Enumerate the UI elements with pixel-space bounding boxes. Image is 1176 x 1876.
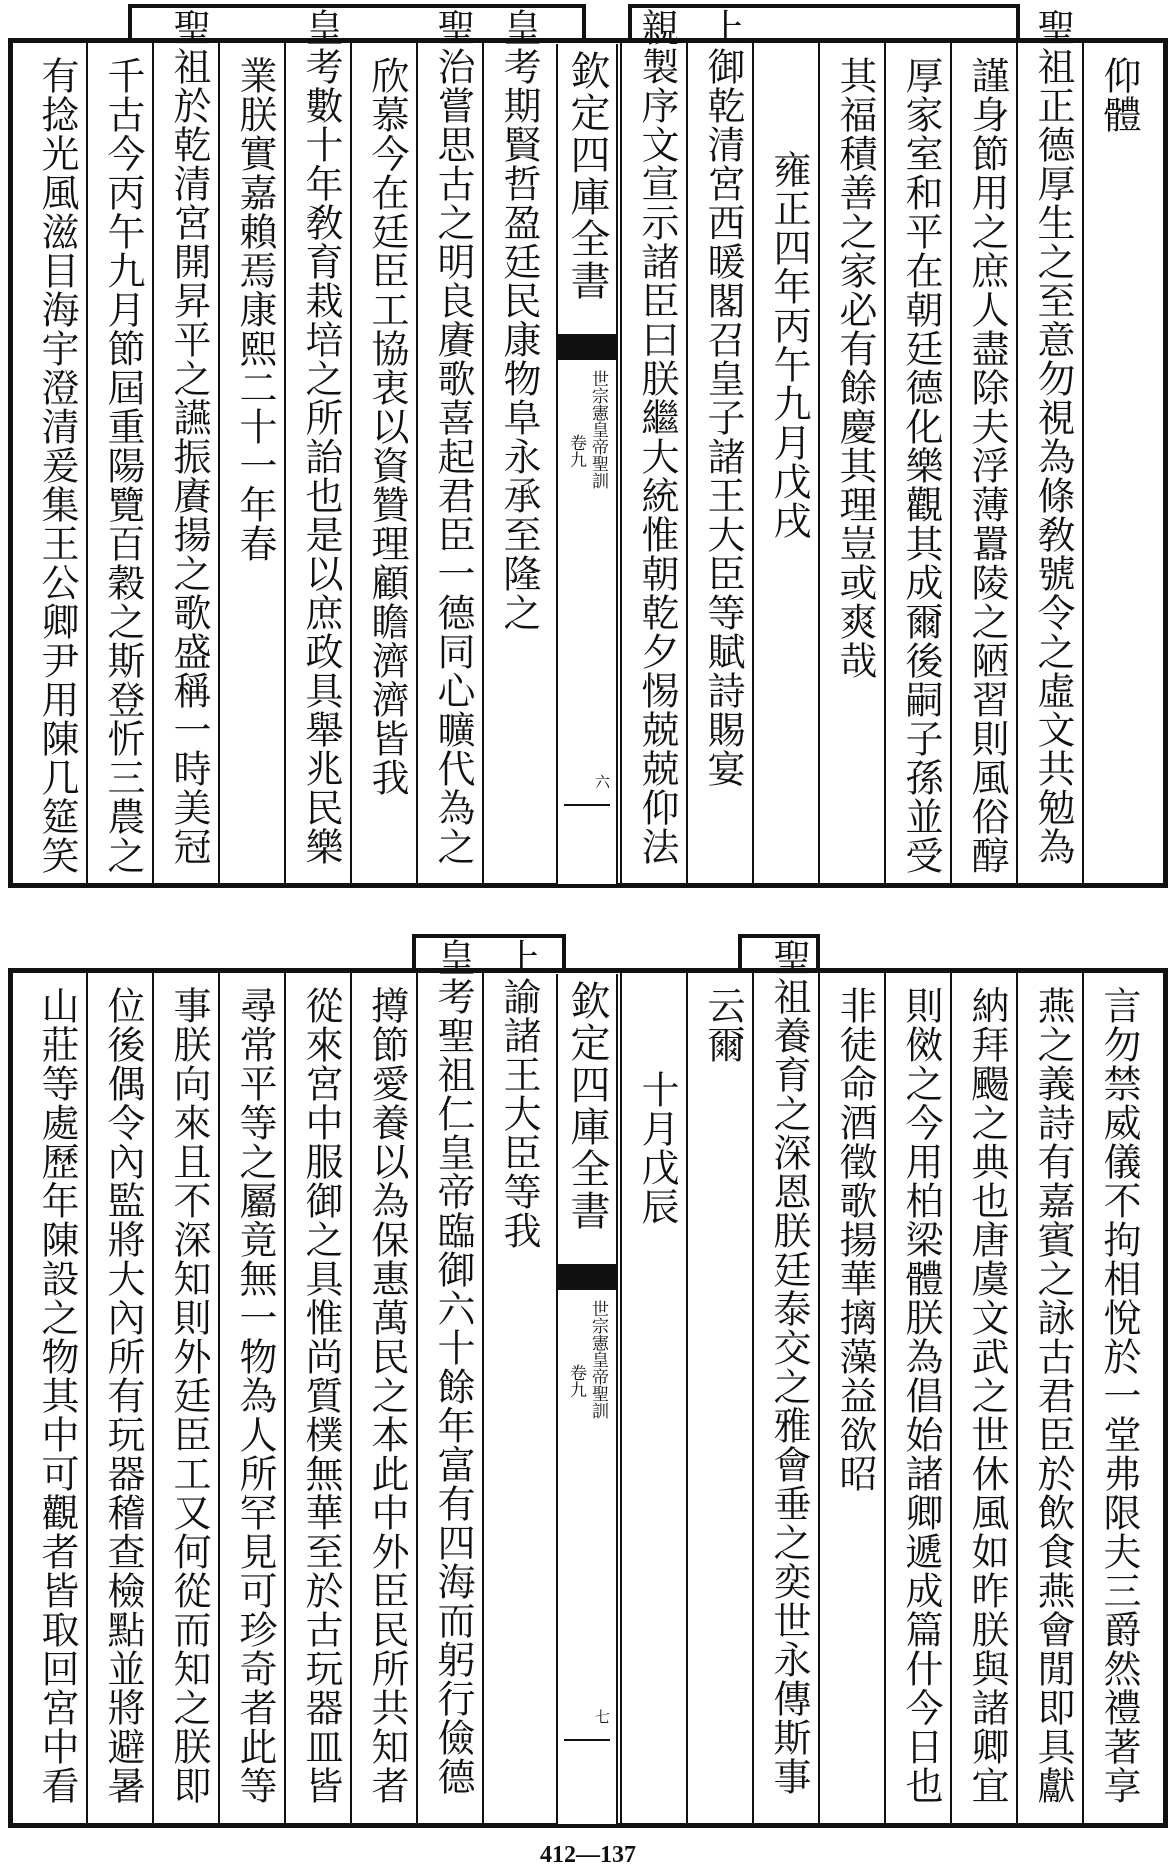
book-title: 欽定四庫全書 <box>564 980 610 1232</box>
text-column-16: 有捻光風滋目海宇澄清爰集王公卿尹用陳几筵笑 <box>35 56 79 875</box>
column-rule <box>482 972 484 1824</box>
reign-title: 世宗憲皇帝聖訓 <box>588 370 608 489</box>
text-column-14: 聖祖於乾清宮開昇平之讌振賡揚之歌盛稱一時美冠 <box>167 8 211 866</box>
column-rule <box>1082 42 1084 884</box>
column-rule <box>218 972 220 1824</box>
text-column-14: 事朕向來且不深知則外廷臣工又何從而知之朕即 <box>167 986 211 1805</box>
text-column-5: 其福積善之家必有餘慶其理豈或爽哉 <box>833 56 877 680</box>
column-rule <box>752 972 754 1824</box>
text-column-2: 聖祖正德厚生之至意勿視為條敎號令之虛文共勉為 <box>1031 8 1075 866</box>
column-rule <box>416 42 418 884</box>
text-column-2: 燕之義詩有嘉賓之詠古君臣於飲食燕會閒即具獻 <box>1031 986 1075 1805</box>
column-rule <box>950 972 952 1824</box>
text-column-16: 山莊等處歷年陳設之物其中可觀者皆取回宮中看 <box>35 986 79 1805</box>
column-rule <box>350 42 352 884</box>
column-rule <box>884 42 886 884</box>
page-top <box>0 0 1176 900</box>
column-rule <box>884 972 886 1824</box>
text-column-8: 親製序文宣示諸臣曰朕繼大統惟朝乾夕惕兢兢仰法 <box>635 8 679 866</box>
column-rule <box>686 42 688 884</box>
text-column-1: 言勿禁威儀不拘相悅於一堂弗限夫三爵然禮著享 <box>1097 986 1141 1805</box>
text-column-3: 納拜颺之典也唐虞文武之世休風如昨朕與諸卿宜 <box>965 986 1009 1805</box>
text-column-4: 厚家室和平在朝廷德化樂觀其成爾後嗣子孫並受 <box>899 56 943 875</box>
page-number-footer: 412—137 <box>540 1842 636 1868</box>
column-rule <box>686 972 688 1824</box>
fish-tail-mark <box>558 1264 616 1290</box>
text-column-8: 十月戊辰 <box>635 1070 679 1226</box>
column-rule <box>152 42 154 884</box>
center-strip-top <box>556 44 618 884</box>
strip-rule <box>564 1739 610 1741</box>
text-column-9: 皇考期賢哲盈廷民康物阜永承至隆之 <box>497 8 541 632</box>
text-column-15: 千古今丙午九月節屆重陽覽百穀之斯登忻三農之 <box>101 56 145 875</box>
fish-tail-mark <box>558 334 616 360</box>
column-rule <box>1082 972 1084 1824</box>
column-rule <box>218 42 220 884</box>
text-column-10: 聖治嘗思古之明良賡歌喜起君臣一德同心曠代為之 <box>431 8 475 866</box>
text-column-7: 云爾 <box>701 986 745 1064</box>
center-strip-bottom <box>556 974 618 1824</box>
column-rule <box>86 42 88 884</box>
column-rule <box>1016 972 1018 1824</box>
column-rule <box>284 42 286 884</box>
text-column-6: 聖祖養育之深恩朕廷泰交之雅會垂之奕世永傳斯事 <box>767 938 811 1796</box>
leaf-number: 七 <box>593 1709 611 1724</box>
column-rule <box>416 972 418 1824</box>
text-column-10: 皇考聖祖仁皇帝臨御六十餘年富有四海而躬行儉德 <box>431 938 475 1796</box>
text-column-13: 尋常平等之屬竟無一物為人所罕見可珍奇者此等 <box>233 986 277 1805</box>
column-rule <box>152 972 154 1824</box>
text-column-13: 業朕實嘉賴焉康熙二十一年春 <box>233 56 277 563</box>
column-rule <box>620 972 622 1824</box>
text-column-1: 仰體 <box>1097 56 1141 134</box>
text-column-12: 從來宮中服御之具惟尚質樸無華至於古玩器皿皆 <box>299 986 343 1805</box>
book-title: 欽定四庫全書 <box>564 50 610 302</box>
column-rule <box>350 972 352 1824</box>
text-column-12: 皇考數十年敎育栽培之所詒也是以庶政具舉兆民樂 <box>299 8 343 866</box>
volume-label: 卷九 <box>566 434 586 468</box>
page-bottom <box>0 930 1176 1830</box>
text-column-7: 上御乾清宮西暖閣召皇子諸王大臣等賦詩賜宴 <box>701 8 745 788</box>
text-column-11: 欣慕今在廷臣工協衷以資贊理顧瞻濟濟皆我 <box>365 56 409 797</box>
leaf-number: 六 <box>593 774 611 789</box>
reign-title: 世宗憲皇帝聖訓 <box>588 1300 608 1419</box>
column-rule <box>818 42 820 884</box>
volume-label: 卷九 <box>566 1364 586 1398</box>
text-column-5: 非徒命酒徵歌揚華摛藻益欲昭 <box>833 986 877 1493</box>
text-column-15: 位後偶令內監將大內所有玩器稽查檢點並將避暑 <box>101 986 145 1805</box>
column-rule <box>284 972 286 1824</box>
text-column-3: 謹身節用之庶人盡除夫浮薄囂陵之陋習則風俗醇 <box>965 56 1009 875</box>
text-column-11: 撙節愛養以為保惠萬民之本此中外臣民所共知者 <box>365 986 409 1805</box>
column-rule <box>620 42 622 884</box>
text-column-6: 雍正四年丙午九月戊戌 <box>767 150 811 540</box>
text-column-4: 則傚之今用柏梁體朕為倡始諸卿遞成篇什今日也 <box>899 986 943 1805</box>
column-rule <box>752 42 754 884</box>
column-rule <box>950 42 952 884</box>
strip-rule <box>564 804 610 806</box>
column-rule <box>482 42 484 884</box>
column-rule <box>1016 42 1018 884</box>
column-rule <box>86 972 88 1824</box>
column-rule <box>818 972 820 1824</box>
text-column-9: 上諭諸王大臣等我 <box>497 938 541 1250</box>
